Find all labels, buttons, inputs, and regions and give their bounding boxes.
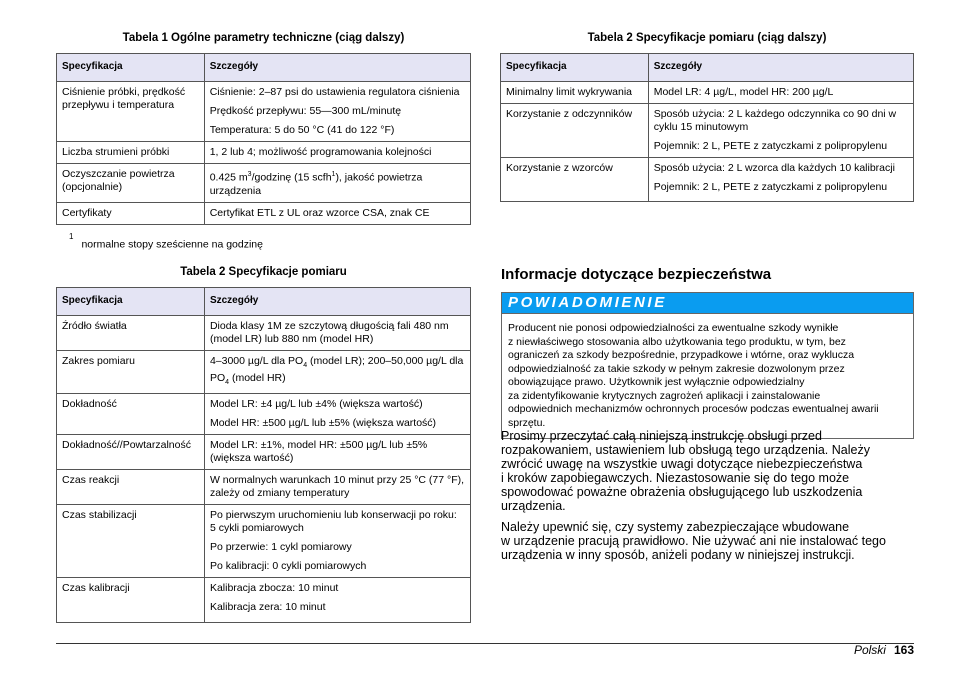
- spec-cell: Źródło światła: [57, 316, 205, 351]
- footnote-mark: 1: [69, 232, 74, 241]
- details-cell: [204, 505, 470, 578]
- detail-line: Sposób użycia: 2 L każdego odczynnika co 90 dni w cyklu 15 minutowym: [653, 108, 897, 133]
- detail-line: Model LR: ±4 µg/L lub ±4% (większa wartość): [209, 398, 423, 411]
- table2-cont-header-spec: Specyfikacja: [501, 54, 649, 82]
- detail-line: Temperatura: 5 do 50 °C (41 do 122 °F): [209, 124, 395, 136]
- details-cell: [204, 470, 470, 505]
- detail-line: Sposób użycia: 2 L wzorca dla każdych 10 kalibracji: [653, 162, 895, 174]
- notice-box: [501, 292, 914, 439]
- spec-cell: Dokładność//Powtarzalność: [57, 435, 205, 470]
- table1-header-details: Szczegóły: [204, 54, 470, 82]
- spec-cell: Ciśnienie próbki, prędkość przepływu i temperatura: [57, 82, 205, 142]
- table-row: [57, 164, 471, 203]
- footer-rule: [56, 643, 914, 644]
- notice-label: POWIADOMIENIE: [502, 293, 913, 313]
- table2-caption: Tabela 2 Specyfikacje pomiaru: [180, 266, 347, 278]
- details-cell: [204, 578, 470, 623]
- details-cell: [204, 82, 470, 142]
- details-cell: [204, 316, 470, 351]
- table2-header-details: Szczegóły: [204, 288, 470, 316]
- table-row: [501, 82, 914, 104]
- spec-cell: Oczyszczanie powietrza (opcjonalnie): [57, 164, 205, 203]
- table-row: [501, 158, 914, 202]
- table2-header-spec: Specyfikacja: [57, 288, 205, 316]
- table-row: [57, 394, 471, 435]
- table-row: [57, 578, 471, 623]
- detail-line: Dioda klasy 1M ze szczytową długością fali 480 nm (model LR) lub 880 nm (model HR): [209, 320, 449, 345]
- details-cell: [204, 164, 470, 203]
- spec-cell: Czas stabilizacji: [57, 505, 205, 578]
- table-row: [501, 104, 914, 158]
- detail-line: Kalibracja zbocza: 10 minut: [209, 582, 339, 595]
- table-row: [57, 470, 471, 505]
- table-row: [57, 316, 471, 351]
- detail-line: Model LR: 4 µg/L, model HR: 200 µg/L: [653, 86, 834, 98]
- page-footer: [854, 643, 914, 657]
- detail-line: Po przerwie: 1 cykl pomiarowy: [209, 541, 352, 554]
- details-cell: [204, 435, 470, 470]
- table1-caption: Tabela 1 Ogólne parametry techniczne (ciąg dalszy): [122, 32, 405, 44]
- safety-section-title: Informacje dotyczące bezpieczeństwa: [501, 266, 772, 283]
- spec-cell: Dokładność: [57, 394, 205, 435]
- spec-cell: Minimalny limit wykrywania: [501, 82, 649, 104]
- detail-line: 4–3000 µg/L dla $PO_4$ (model LR); 200–50,000 µg/L dla $PO_4$ (model HR): [209, 355, 464, 387]
- detail-line: Certyfikat ETL z UL oraz wzorce CSA, znak CE: [209, 206, 430, 219]
- detail-line: Ciśnienie: 2–87 psi do ustawienia regulatora ciśnienia: [209, 86, 460, 98]
- details-cell: [648, 82, 913, 104]
- table-row: [57, 505, 471, 578]
- spec-cell: Korzystanie z wzorców: [501, 158, 649, 202]
- table-row: [57, 202, 471, 224]
- spec-cell: Czas kalibracji: [57, 578, 205, 623]
- table1-header-row: [57, 54, 471, 82]
- spec-cell: Certyfikaty: [57, 202, 205, 224]
- safety-paragraph-2: Należy upewnić się, czy systemy zabezpieczające wbudowane w urządzenie pracują prawidłowo. Nie używać ani nie instalować tego urządzenia w inny sposób, aniżeli podany w niniejszej instrukcji.: [501, 520, 886, 562]
- detail-line: Po kalibracji: 0 cykli pomiarowych: [209, 560, 367, 573]
- table-row: [57, 351, 471, 394]
- footnote-text: normalne stopy sześcienne na godzinę: [81, 238, 263, 251]
- detail-line: W normalnych warunkach 10 minut przy 25 °C (77 °F), zależy od zmiany temperatury: [209, 474, 465, 500]
- table2-cont: [500, 53, 914, 202]
- details-cell: [204, 142, 470, 164]
- notice-text: Producent nie ponosi odpowiedzialności za ewentualne szkody wynikłe z niewłaściwego stosowania albo użytkowania tego produktu, w tym, bez ograniczeń za szkody bezpośrednie, przypadkowe i wtórne, oraz wyklucza odpowiedzialność za takie szkody w pełnym zakresie dozwolonym przez obowiązujące prawo. Użytkownik jest wyłącznie odpowiedzialny za zidentyfikowanie krytycznych zagrożeń aplikacji i zainstalowanie odpowiednich mechanizmów ochronnych procesów podczas ewentualnej awarii sprzętu.: [502, 313, 913, 438]
- detail-line: Model HR: ±500 µg/L lub ±5% (większa wartość): [209, 417, 437, 430]
- table2-cont-caption: Tabela 2 Specyfikacje pomiaru (ciąg dalszy): [587, 32, 827, 44]
- detail-line: Pojemnik: 2 L, PETE z zatyczkami z polipropylenu: [653, 181, 888, 193]
- details-cell: [204, 202, 470, 224]
- detail-line: 0.425 $m^3$/godzinę (15 scfh$^1$), jakość powietrza urządzenia: [209, 171, 423, 197]
- table1-header-spec: Specyfikacja: [57, 54, 205, 82]
- table-row: [57, 142, 471, 164]
- table2-header-row: [57, 288, 471, 316]
- page-number: 163: [893, 643, 914, 657]
- details-cell: [204, 351, 470, 394]
- table2-cont-header-details: Szczegóły: [648, 54, 913, 82]
- table1: [56, 53, 471, 225]
- table1-footnote: [69, 232, 263, 251]
- detail-line: Po pierwszym uruchomieniu lub konserwacji po roku: 5 cykli pomiarowych: [209, 509, 457, 535]
- safety-paragraph-1: Prosimy przeczytać całą niniejszą instrukcję obsługi przed rozpakowaniem, ustawieniem lub obsługą tego urządzenia. Należy zwrócić uwagę na wszystkie uwagi dotyczące niebezpieczeństwa i kroków zapobiegawczych. Niezastosowanie się do tego może spowodować poważne obrażenia obsługującego lub uszkodzenia urządzenia.: [501, 429, 870, 513]
- footer-language: Polski: [853, 643, 886, 657]
- table-row: [57, 435, 471, 470]
- spec-cell: Korzystanie z odczynników: [501, 104, 649, 158]
- table-row: [57, 82, 471, 142]
- detail-line: Kalibracja zera: 10 minut: [209, 601, 326, 614]
- details-cell: [648, 104, 913, 158]
- detail-line: Pojemnik: 2 L, PETE z zatyczkami z polipropylenu: [653, 140, 888, 152]
- footnote-ref: 1: [331, 171, 336, 178]
- spec-cell: Czas reakcji: [57, 470, 205, 505]
- spec-cell: Liczba strumieni próbki: [57, 142, 205, 164]
- details-cell: [648, 158, 913, 202]
- detail-line: 1, 2 lub 4; możliwość programowania kolejności: [209, 146, 432, 158]
- details-cell: [204, 394, 470, 435]
- spec-cell: Zakres pomiaru: [57, 351, 205, 394]
- detail-line: Model LR: ±1%, model HR: ±500 µg/L lub ±5% (większa wartość): [209, 439, 428, 465]
- detail-line: Prędkość przepływu: 55—300 mL/minutę: [209, 105, 402, 117]
- table2: [56, 287, 471, 623]
- table2-cont-header-row: [501, 54, 914, 82]
